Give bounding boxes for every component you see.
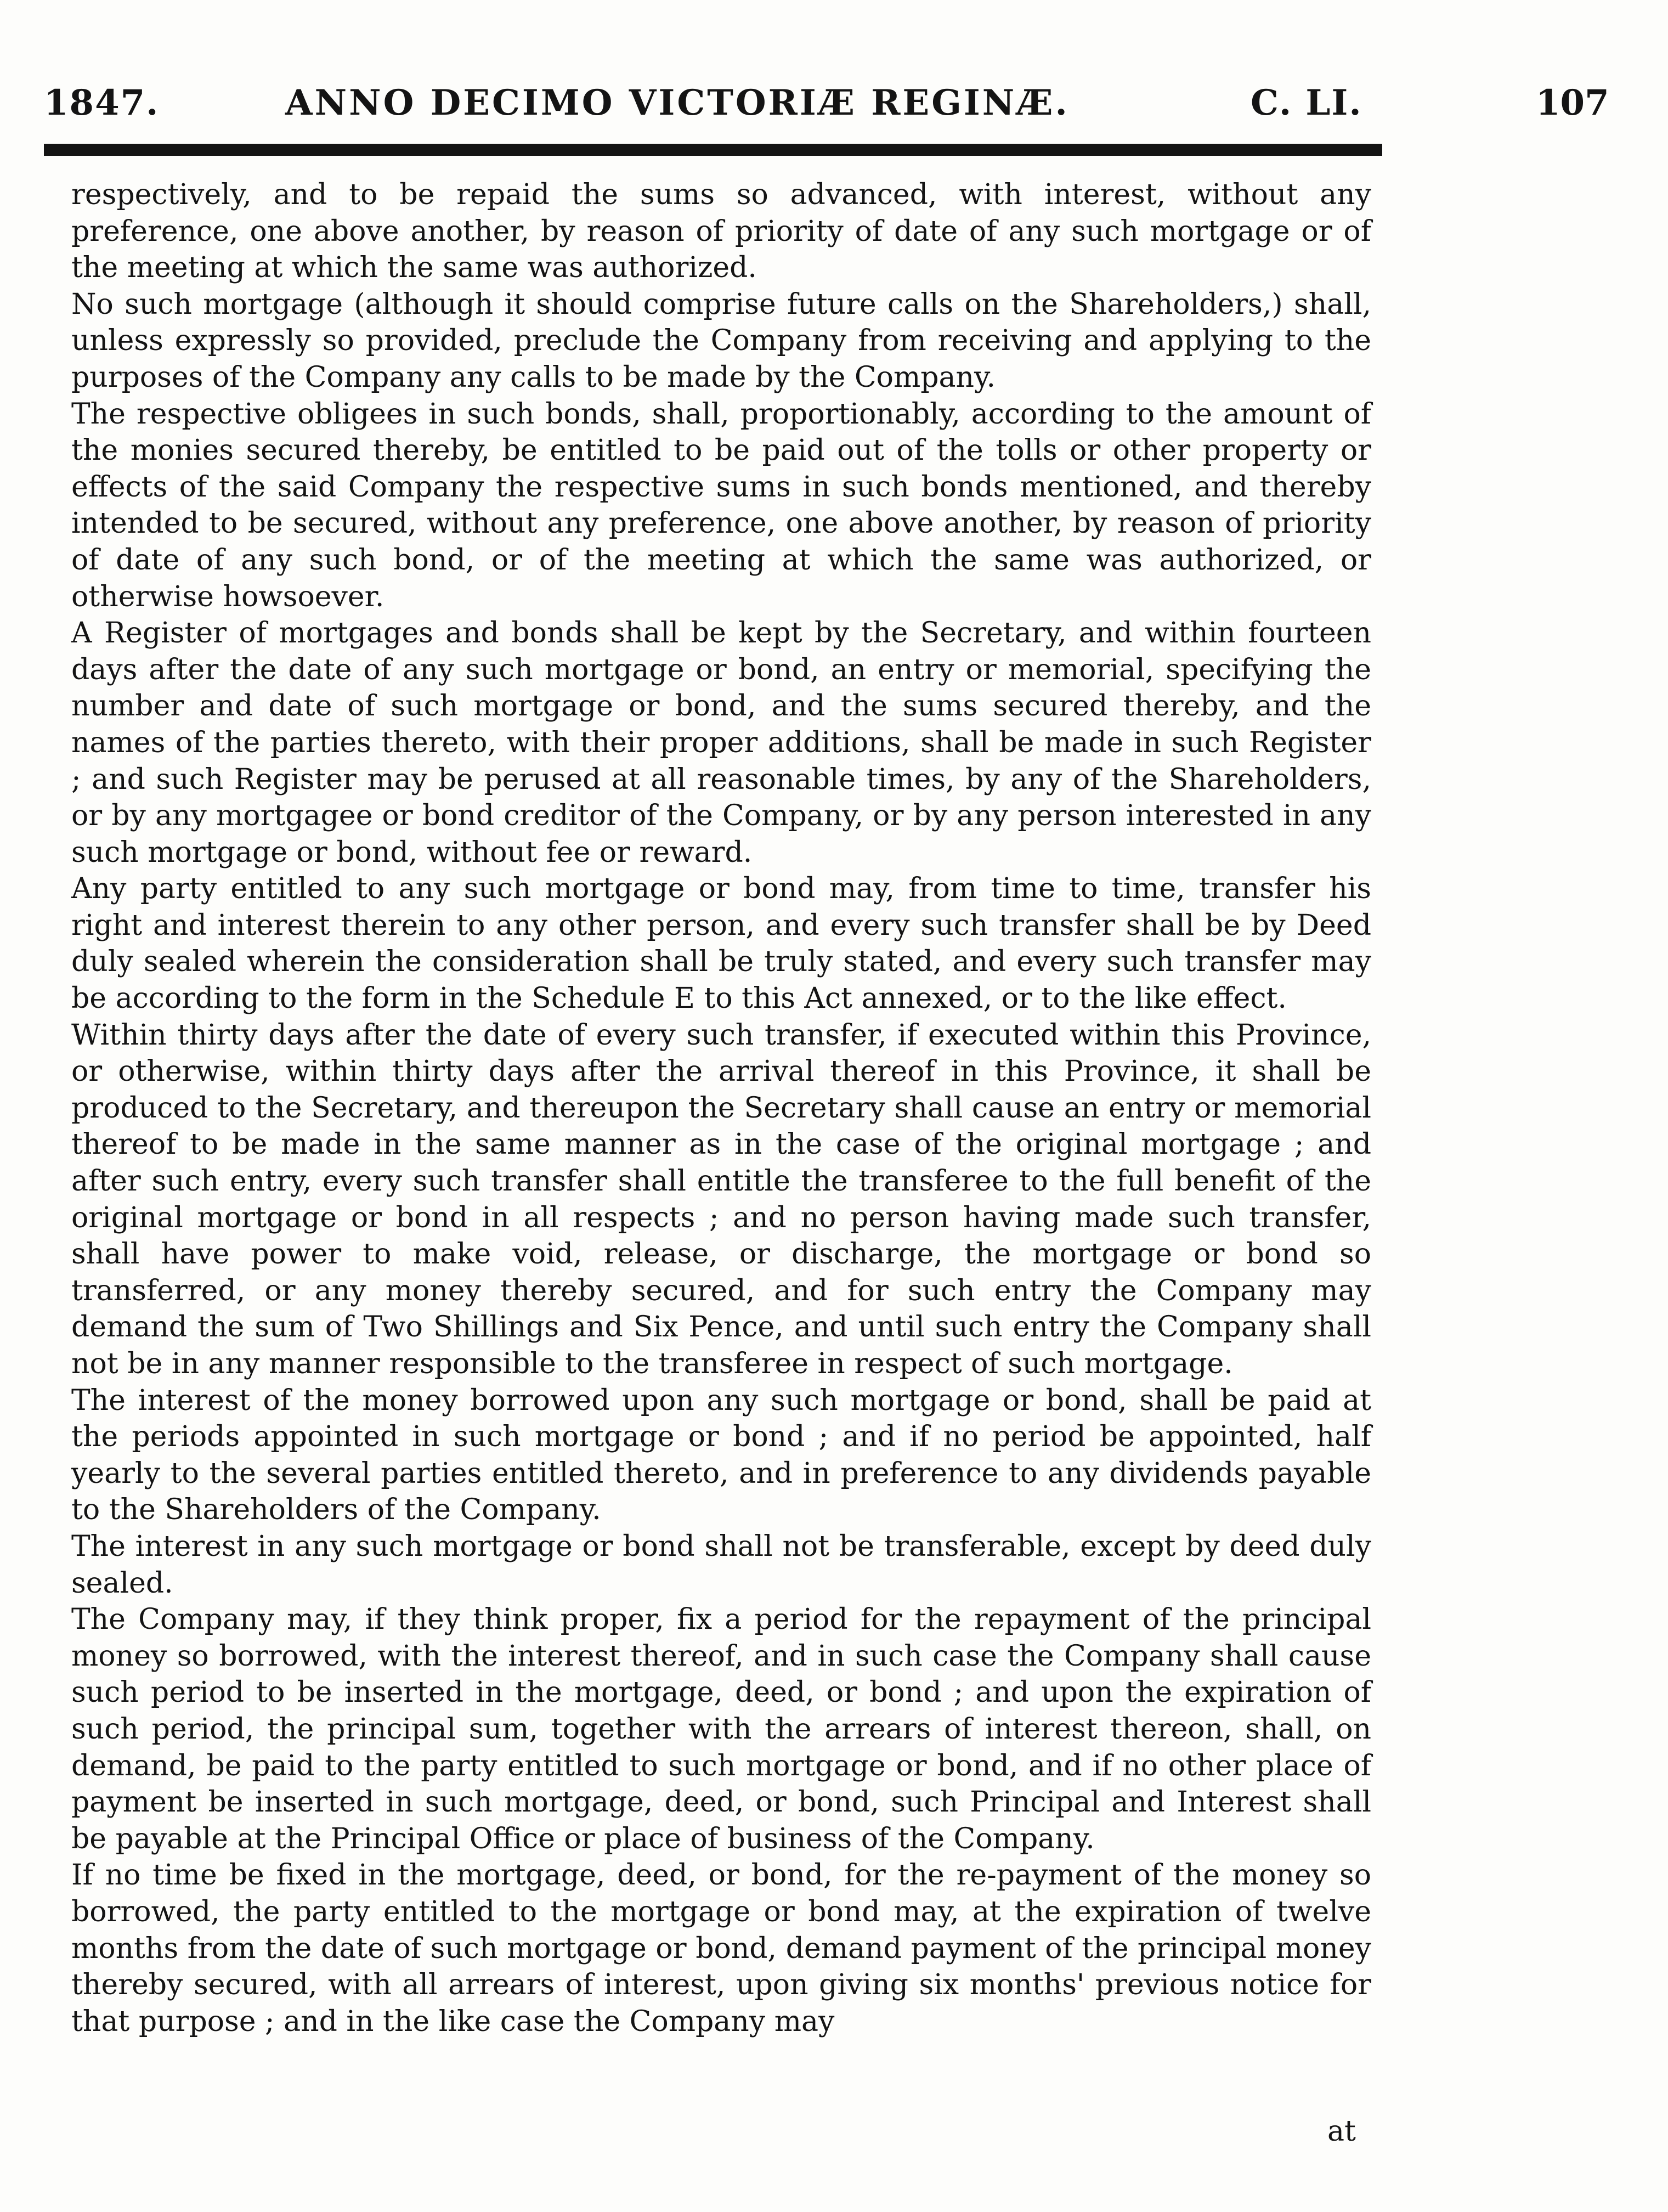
paragraph: respectively, and to be repaid the sums so advanced, with interest, without any preference, one above another, by reason of priority of date of any such mortgage or of the meeting at which the same was authorized. — [71, 178, 1371, 285]
paragraph: A Register of mortgages and bonds shall be kept by the Secretary, and within fourteen days after the date of any such mortgage or bond, an entry or memorial, specifying the number and date of such mortgage or bond, and the sums secured thereby, and the names of the parties thereto, with their proper additions, shall be made in such Register ; and such Register may be perused at all reasonable times, by any of the Shareholders, or by any mortgagee or bond creditor of the Company, or by any person interested in any such mortgage or bond, without fee or reward. — [71, 617, 1371, 869]
paragraph: If no time be fixed in the mortgage, deed, or bond, for the re-payment of the money so borrowed, the party entitled to the mortgage or bond may, at the expiration of twelve months from the date of such mortgage or bond, demand payment of the principal money thereby secured, with all arrears of interest, upon giving six months' previous notice for that purpose ; and in the like case the Company may — [71, 1859, 1371, 2038]
paragraph: The respective obligees in such bonds, shall, proportionably, according to the amount of the monies secured thereby, be entitled to be paid out of the tolls or other property or effects of the said Company the respective sums in such bonds mentioned, and thereby intended to be secured, without any preference, one above another, by reason of priority of date of any such bond, or of the meeting at which the same was authorized, or otherwise howsoever. — [71, 397, 1371, 613]
page-number: 107 — [1536, 82, 1609, 123]
catchword: at — [1327, 2115, 1356, 2148]
paragraph: The interest of the money borrowed upon any such mortgage or bond, shall be paid at the periods appointed in such mortgage or bond ; and if no period be appointed, half yearly to the several parties entitled thereto, and in preference to any dividends payable to the Shareholders of the Company. — [71, 1384, 1371, 1527]
header-chapter: C. LI. — [1251, 82, 1362, 123]
header-title: ANNO DECIMO VICTORIÆ REGINÆ. — [285, 82, 1070, 123]
header-year: 1847. — [44, 82, 160, 123]
paragraph: No such mortgage (although it should comprise future calls on the Shareholders,) shall, unless expressly so provided, preclude the Company from receiving and applying to the purposes of the Company any calls to be made by the Company. — [71, 287, 1371, 394]
body-text — [71, 177, 1371, 2040]
paragraph: The interest in any such mortgage or bond shall not be transferable, except by deed duly sealed. — [71, 1530, 1371, 1600]
paragraph: Within thirty days after the date of every such transfer, if executed within this Province, or otherwise, within thirty days after the arrival thereof in this Province, it shall be produced to the Secretary, and thereupon the Secretary shall cause an entry or memorial thereof to be made in the same manner as in the case of the original mortgage ; and after such entry, every such transfer shall entitle the transferee to the full benefit of the original mortgage or bond in all respects ; and no person having made such transfer, shall have power to make void, release, or discharge, the mortgage or bond so transferred, or any money thereby secured, and for such entry the Company may demand the sum of Two Shillings and Six Pence, and until such entry the Company shall not be in any manner responsible to the transferee in respect of such mortgage. — [71, 1018, 1371, 1380]
running-header — [44, 82, 1609, 137]
header-rule — [44, 144, 1382, 156]
paragraph: Any party entitled to any such mortgage or bond may, from time to time, transfer his right and interest therein to any other person, and every such transfer shall be by Deed duly sealed wherein the consideration shall be truly stated, and every such transfer may be according to the form in the Schedule E to this Act annexed, or to the like effect. — [71, 872, 1371, 1015]
paragraph: The Company may, if they think proper, fix a period for the repayment of the principal money so borrowed, with the interest thereof, and in such case the Company shall cause such period to be inserted in the mortgage, deed, or bond ; and upon the expiration of such period, the principal sum, together with the arrears of interest thereon, shall, on demand, be paid to the party entitled to such mortgage or bond, and if no other place of payment be inserted in such mortgage, deed, or bond, such Principal and Interest shall be payable at the Principal Office or place of business of the Company. — [71, 1603, 1371, 1855]
